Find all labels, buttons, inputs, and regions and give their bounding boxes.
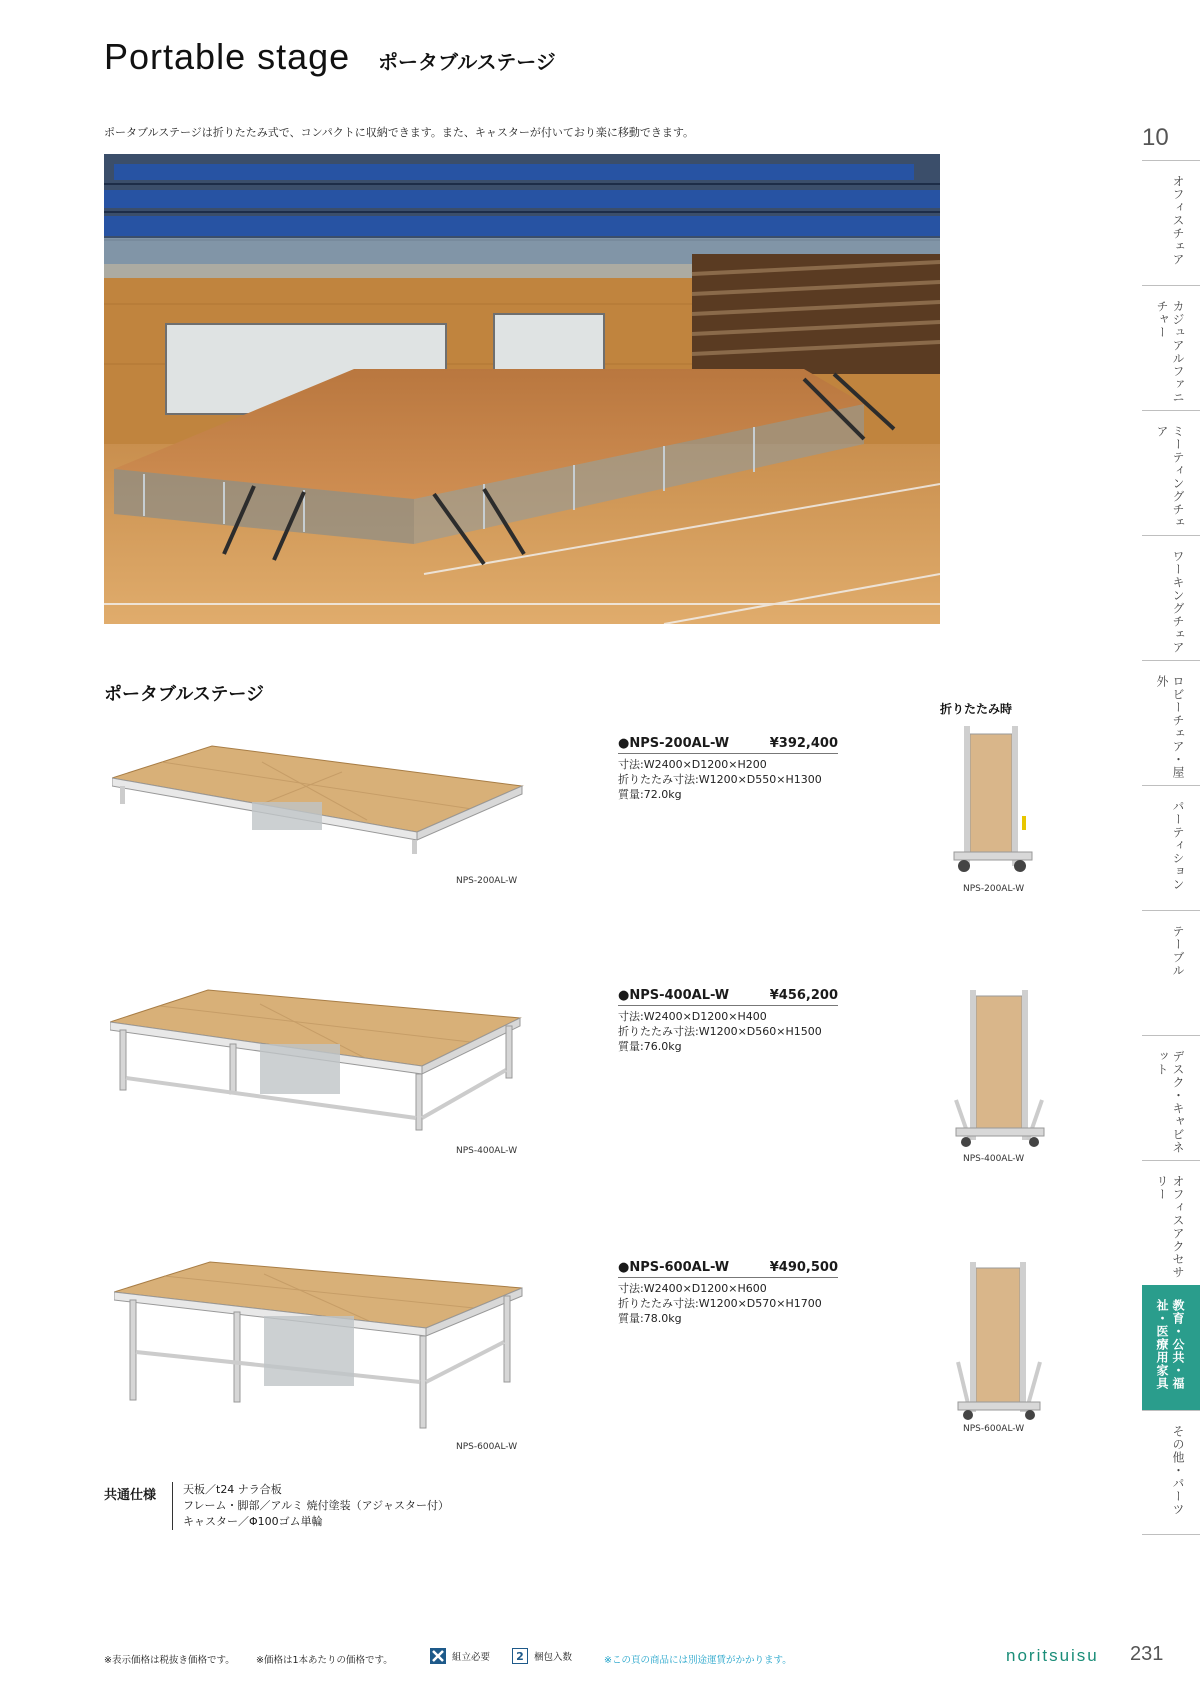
tax-note: ※表示価格は税抜き価格です。 [104,1655,235,1666]
product-weight: 質量:78.0kg [618,1312,682,1325]
nav-tab-desk-cabinet[interactable] [1142,1035,1200,1160]
common-spec-list [172,1482,449,1530]
tools-icon [430,1648,446,1664]
assembly-label: 組立必要 [452,1652,491,1663]
nav-tab-working-chair[interactable] [1142,535,1200,660]
folded-caption: NPS-600AL-W [963,1424,1025,1434]
product-folded-dimensions: 折りたたみ寸法:W1200×D560×H1500 [618,1025,822,1038]
nav-tab-label: カジュアルファニチャー [1155,300,1185,404]
pack-quantity [512,1648,572,1664]
product-caption: NPS-600AL-W [456,1442,518,1452]
folded-heading: 折りたたみ時 [940,702,1013,716]
pack-count-icon: 2 [512,1648,528,1664]
assembly-required [430,1648,490,1664]
product-dimensions: 寸法:W2400×D1200×H400 [618,1010,767,1023]
folded-image-nps-200 [950,726,1040,880]
intro-text: ポータブルステージは折りたたみ式で、コンパクトに収納できます。また、キャスターが付いており楽に移動できます。 [104,126,695,139]
nav-tab-label: ミーティングチェア [1155,425,1185,529]
product-caption: NPS-200AL-W [456,876,518,886]
gym-stage-illustration [104,154,940,624]
product-image-nps-200 [112,740,532,864]
product-price: ¥490,500 [769,1260,838,1275]
product-price: ¥456,200 [769,988,838,1003]
nav-tab-label: オフィスアクセサリー [1155,1175,1185,1279]
product-weight: 質量:72.0kg [618,788,682,801]
nav-tab-meeting-chair[interactable] [1142,410,1200,535]
nav-tab-table[interactable] [1142,910,1200,1035]
folded-caption: NPS-200AL-W [963,884,1025,894]
page-subtitle: ポータブルステージ [378,50,556,74]
nav-tab-partition[interactable] [1142,785,1200,910]
nav-tab-lobby-chair[interactable] [1142,660,1200,785]
spec-line: フレーム・脚部／アルミ 焼付塗装（アジャスター付） [183,1499,449,1512]
pack-label: 梱包入数 [534,1652,573,1663]
product-image-nps-400 [110,988,530,1142]
spec-line: キャスター／Φ100ゴム単輪 [183,1515,323,1528]
nav-tab-label: パーティション [1171,800,1185,891]
page-number: 231 [1130,1643,1164,1665]
product-weight: 質量:76.0kg [618,1040,682,1053]
nav-tab-office-accessory[interactable] [1142,1160,1200,1285]
folded-caption: NPS-400AL-W [963,1154,1025,1164]
shipping-note: ※この頁の商品には別途運賃がかかります。 [604,1655,792,1666]
nav-tab-label: デスク・キャビネット [1155,1050,1185,1154]
product-caption: NPS-400AL-W [456,1146,518,1156]
product-image-nps-600 [114,1256,534,1440]
product-price: ¥392,400 [769,736,838,751]
nav-tab-label: テーブル [1171,925,1185,977]
common-spec-label: 共通仕様 [104,1488,157,1503]
product-name: ●NPS-600AL-W [618,1260,730,1275]
hero-photo [104,154,940,624]
section-heading: ポータブルステージ [104,684,265,705]
product-info-nps-600 [618,1260,838,1326]
nav-tab-others-parts[interactable] [1142,1410,1200,1535]
product-dimensions: 寸法:W2400×D1200×H200 [618,758,767,771]
product-info-nps-400 [618,988,838,1054]
product-folded-dimensions: 折りたたみ寸法:W1200×D550×H1300 [618,773,822,786]
page-title: Portable stage [104,36,351,77]
brand-logo: noritsuisu [1006,1646,1099,1665]
folded-image-nps-600 [954,1262,1044,1426]
nav-tab-label: 教育・公共・福祉・医療用家具 [1155,1299,1185,1390]
nav-tab-education-public[interactable] [1142,1285,1200,1410]
nav-tab-office-chair[interactable] [1142,160,1200,285]
nav-tab-casual-furniture[interactable] [1142,285,1200,410]
spec-line: 天板／t24 ナラ合板 [183,1483,282,1496]
product-name: ●NPS-400AL-W [618,988,730,1003]
product-info-nps-200 [618,736,838,802]
product-name: ●NPS-200AL-W [618,736,730,751]
nav-tab-label: ロビーチェア・屋外 [1155,675,1185,779]
product-folded-dimensions: 折りたたみ寸法:W1200×D570×H1700 [618,1297,822,1310]
nav-tab-label: オフィスチェア [1171,175,1185,266]
price-note: ※価格は1本あたりの価格です。 [256,1655,393,1666]
chapter-number: 10 [1142,124,1169,151]
nav-tab-label: ワーキングチェア [1171,550,1185,654]
product-dimensions: 寸法:W2400×D1200×H600 [618,1282,767,1295]
folded-image-nps-400 [950,990,1050,1154]
nav-tab-label: その他・パーツ [1171,1425,1185,1516]
